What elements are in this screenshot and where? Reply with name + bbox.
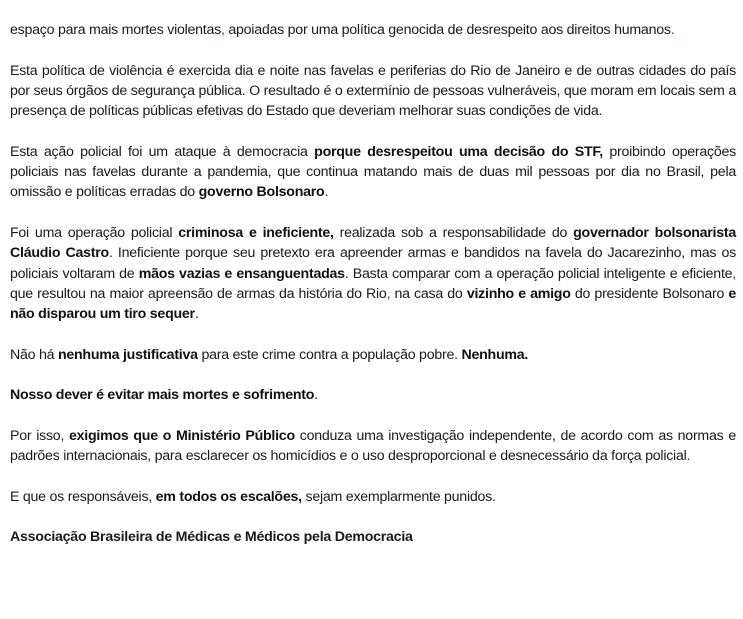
text-segment: . [314,387,318,404]
paragraph [10,223,736,324]
bold-text: governo Bolsonaro [198,184,325,201]
text-segment: do presidente Bolsonaro [570,285,729,302]
text-segment: , [732,265,736,282]
text-segment: para este crime contra a população pobre. [197,346,462,363]
text-segment: realizada sob a responsabilidade do [333,224,574,241]
text-segment: Esta política de violência é exercida dia e noite nas favelas e periferias do Rio de Janeiro e de outras cidades do país por seus órgãos de segurança pública. O resultado é o extermínio de pessoas vulneráveis, que moram em locais sem a presença de políticas públicas efetivas do Estado que deveriam melhorar suas condições de vida. [10,62,736,120]
text-segment: E que os responsáveis, [10,488,156,505]
bold-text: Nenhuma. [461,346,529,363]
text-segment: na casa do [390,285,467,302]
paragraph [10,61,736,122]
bold-text: vizinho e amigo [466,285,571,302]
paragraph [10,385,736,405]
bold-text: mãos vazias e ensanguentadas [138,265,345,282]
text-segment: Esta ação policial foi um ataque à democracia [10,143,315,160]
text-segment: , [220,22,225,38]
text-segment: . Basta comparar com a operação policial inteligente e eficiente [344,265,733,282]
signature: Associação Brasileira de Médicas e Médicos pela Democracia [10,529,413,546]
text-segment: sejam exemplarmente punidos. [301,488,496,505]
bold-text: Nosso dever é evitar mais mortes e sofrimento [10,387,315,404]
text-segment: Não há [10,346,58,363]
document-body [10,20,736,507]
bold-text: governador bolsonarista Cláudio Castro [10,224,737,262]
bold-text: em todos os escalões, [155,488,302,505]
bold-text: exigimos que o Ministério Público [69,427,295,444]
text-segment: que resultou na maior apreensão de armas da história do Rio [10,285,387,302]
paragraph [10,20,736,40]
bold-text: porque desrespeitou uma decisão do STF, [314,143,603,160]
text-segment: . Ineficiente porque seu pretexto era apreender armas e bandidos na favela do Jacarezinho, mas os policiais voltaram de [10,245,736,282]
paragraph [10,345,736,365]
paragraph [10,142,736,203]
text-segment: apoiadas por uma política genocida de desrespeito aos direitos humanos [224,22,671,38]
text-segment: . [670,22,675,38]
text-segment: . [324,184,329,201]
document-page [10,20,736,568]
text-segment: proibindo operações policiais nas favelas durante a pandemia, que continua matando mais de duas mil pessoas por dia no Brasil, pela omissão e políticas erradas do [10,143,736,201]
bold-text: e não disparou um tiro sequer [10,285,736,323]
text-segment: . [194,306,199,323]
text-segment: conduza uma investigação independente, de acordo com as normas e padrões internacionais, para esclarecer os homicídios e o uso desproporcional e desnecessário da força policial. [10,427,736,465]
text-segment: , [386,285,391,302]
text-segment: Por isso, [10,427,69,444]
text-segment: Foi uma operação policial [10,224,179,241]
paragraph [10,487,736,507]
text-segment: espaço para mais mortes violentas [10,22,221,38]
bold-text: nenhuma justificativa [57,346,198,363]
paragraph [10,426,736,467]
bold-text: criminosa e ineficiente, [178,224,334,241]
